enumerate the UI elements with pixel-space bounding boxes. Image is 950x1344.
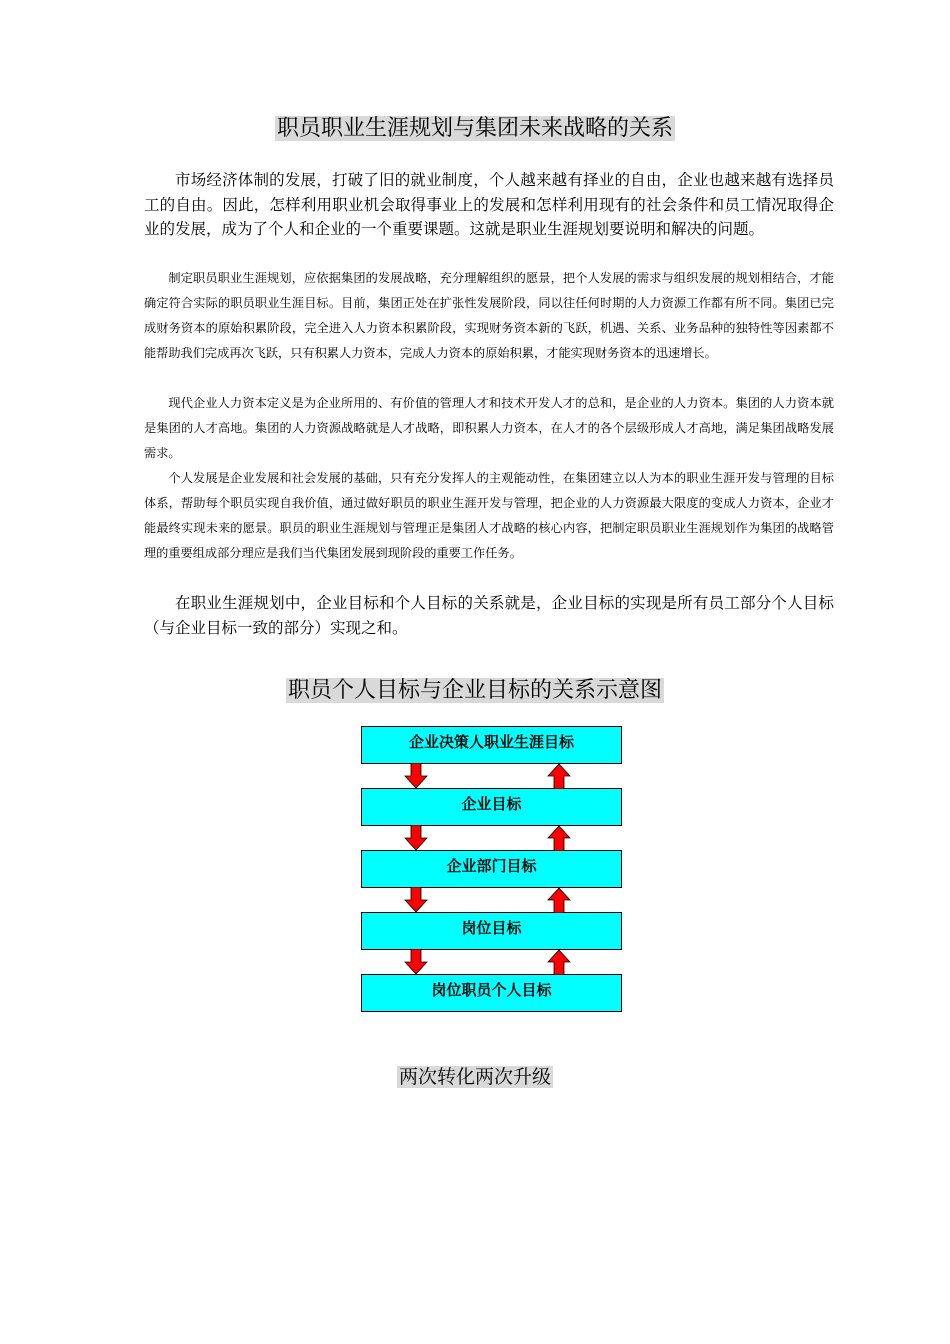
main-title-text: 职员职业生涯规划与集团未来战略的关系 xyxy=(276,116,673,141)
red-up-arrow-icon xyxy=(547,763,571,789)
goal-box-position: 岗位目标 xyxy=(361,912,622,950)
paragraph-1: 市场经济体制的发展，打破了旧的就业制度，个人越来越有择业的自由，企业也越来越有选择员工的自由。因此，怎样利用职业机会取得事业上的发展和怎样利用现有的社会条件和员工情况取得企业的发展，成为了个人和企业的一个重要课题。这就是职业生涯规划要说明和解决的问题。 xyxy=(144,171,834,238)
red-down-arrow-icon xyxy=(404,949,428,975)
red-down-arrow-icon xyxy=(404,763,428,789)
diagram-caption xyxy=(0,1062,950,1092)
red-up-arrow-icon xyxy=(547,949,571,975)
diagram-title-text: 职员个人目标与企业目标的关系示意图 xyxy=(287,678,662,703)
goal-box-decision-maker: 企业决策人职业生涯目标 xyxy=(361,726,622,764)
red-up-arrow-icon xyxy=(547,825,571,851)
red-down-arrow-icon xyxy=(404,825,428,851)
goal-box-employee: 岗位职员个人目标 xyxy=(361,974,622,1012)
diagram-caption-text: 两次转化两次升级 xyxy=(398,1066,551,1088)
paragraph-5: 在职业生涯规划中，企业目标和个人目标的关系就是，企业目标的实现是所有员工部分个人目标（与企业目标一致的部分）实现之和。 xyxy=(144,594,834,637)
goal-box-department: 企业部门目标 xyxy=(361,850,622,888)
red-up-arrow-icon xyxy=(547,887,571,913)
goal-box-enterprise: 企业目标 xyxy=(361,788,622,826)
main-title xyxy=(0,114,950,144)
goal-hierarchy-diagram xyxy=(361,726,622,1014)
diagram-title xyxy=(0,676,950,706)
paragraph-4: 个人发展是企业发展和社会发展的基础，只有充分发挥人的主观能动性，在集团建立以人为本的职业生涯开发与管理的目标体系，帮助每个职员实现自我价值，通过做好职员的职业生涯开发与管理，把企业的人力资源最大限度的变成人力资本，企业才能最终实现未来的愿景。职员的职业生涯规划与管理正是集团人才战略的核心内容，把制定职员职业生涯规划作为集团的战略管理的重要组成部分理应是我们当代集团发展到现阶段的重要工作任务。 xyxy=(144,471,834,560)
paragraph-3: 现代企业人力资本定义是为企业所用的、有价值的管理人才和技术开发人才的总和，是企业的人力资本。集团的人力资本就是集团的人才高地。集团的人力资源战略就是人才战略，即积累人力资本，在人才的各个层级形成人才高地，满足集团战略发展需求。 xyxy=(144,396,834,460)
paragraph-2: 制定职员职业生涯规划，应依据集团的发展战略，充分理解组织的愿景，把个人发展的需求与组织发展的规划相结合，才能确定符合实际的职员职业生涯目标。目前，集团正处在扩张性发展阶段，同以往任何时期的人力资源工作都有所不同。集团已完成财务资本的原始积累阶段，完全进入人力资本积累阶段，实现财务资本新的飞跃，机遇、关系、业务品种的独特性等因素都不能帮助我们完成再次飞跃，只有积累人力资本，完成人力资本的原始积累，才能实现财务资本的迅速增长。 xyxy=(144,271,834,360)
red-down-arrow-icon xyxy=(404,887,428,913)
